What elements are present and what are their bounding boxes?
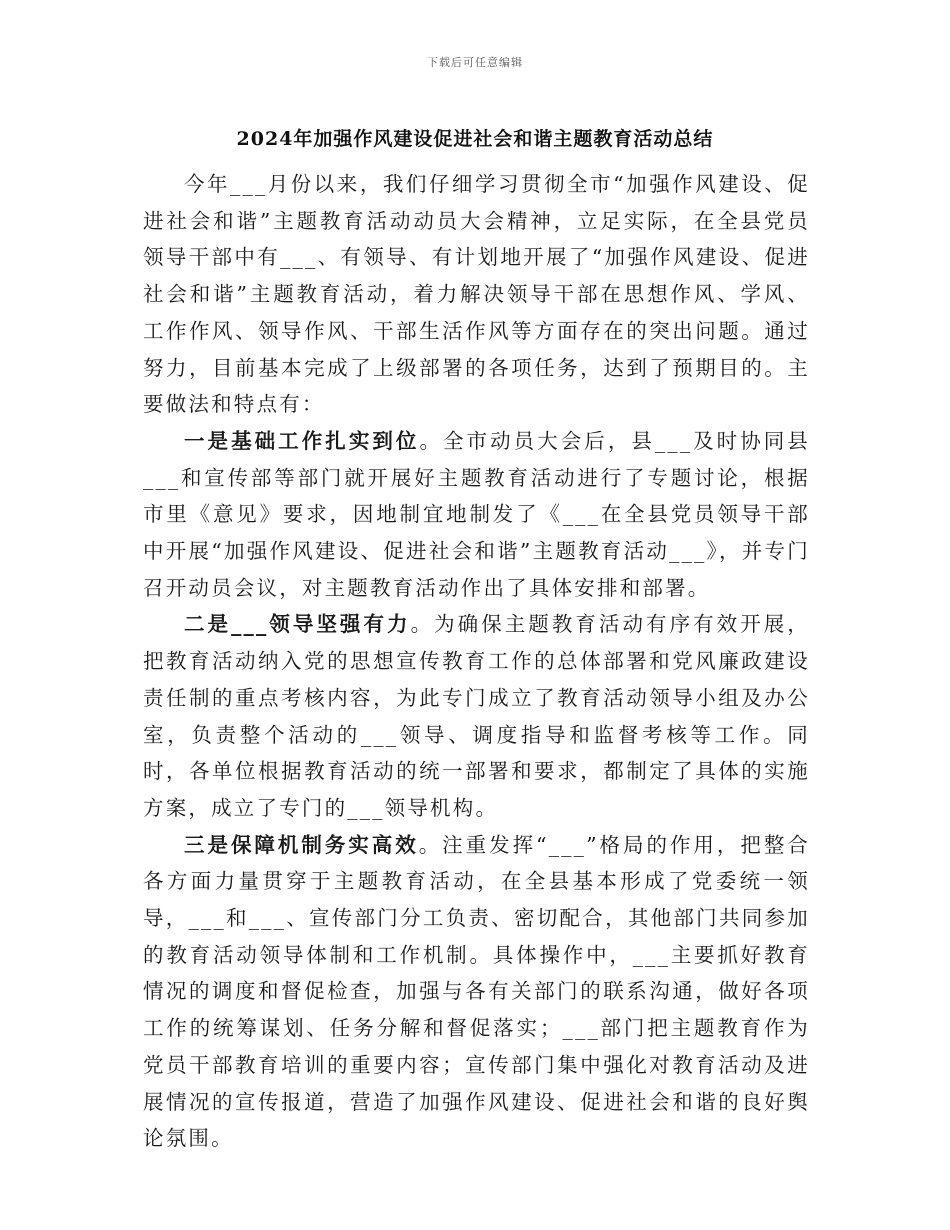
document-title: 2024年加强作风建设促进社会和谐主题教育活动总结 bbox=[236, 128, 714, 150]
paragraph-point-1 bbox=[143, 423, 810, 607]
paragraph-text: 今年___月份以来，我们仔细学习贯彻全市“加强作风建设、促进社会和谐”主题教育活动动员大会精神，立足实际，在全县党员领导干部中有___、有领导、有计划地开展了“加强作风建设、促进社会和谐”主题教育活动，着力解决领导干部在思想作风、学风、工作作风、领导作风、干部生活作风等方面存在的突出问题。通过努力，目前基本完成了上级部署的各项任务，达到了预期目的。主要做法和特点有： bbox=[143, 172, 810, 417]
paragraph-text: 。全市动员大会后，县___及时协同县___和宣传部等部门就开展好主题教育活动进行了专题讨论，根据市里《意见》要求，因地制宜地制发了《___在全县党员领导干部中开展“加强作风建设、促进社会和谐”主题教育活动___》，并专门召开动员会议，对主题教育活动作出了具体安排和部署。 bbox=[143, 428, 811, 600]
document-body bbox=[143, 166, 810, 1157]
paragraph-text: 。为确保主题教育活动有序有效开展，把教育活动纳入党的思想宣传教育工作的总体部署和党风廉政建设责任制的重点考核内容，为此专门成立了教育活动领导小组及办公室，负责整个活动的___领导、调度指导和监督考核等工作。同时，各单位根据教育活动的统一部署和要求，都制定了具体的实施方案，成立了专门的___领导机构。 bbox=[143, 612, 810, 820]
paragraph-point-3 bbox=[143, 827, 810, 1157]
paragraph-text: 。注重发挥“___”格局的作用，把整合各方面力量贯穿于主题教育活动，在全县基本形成了党委统一领导，___和___、宣传部门分工负责、密切配合，其他部门共同参加的教育活动领导体制和工作机制。具体操作中，___主要抓好教育情况的调度和督促检查，加强与各有关部门的联系沟通，做好各项工作的统筹谋划、任务分解和督促落实；___部门把主题教育作为党员干部教育培训的重要内容；宣传部门集中强化对教育活动及进展情况的宣传报道，营造了加强作风建设、促进社会和谐的良好舆论氛围。 bbox=[143, 832, 810, 1151]
paragraph-lead: 三是保障机制务实高效 bbox=[184, 832, 419, 857]
page-header-note: 下载后可任意编辑 bbox=[427, 56, 523, 69]
paragraph-lead: 二是___领导坚强有力 bbox=[184, 612, 411, 637]
paragraph-intro bbox=[143, 166, 810, 423]
paragraph-point-2 bbox=[143, 606, 810, 826]
paragraph-lead: 一是基础工作扎实到位 bbox=[184, 428, 420, 453]
